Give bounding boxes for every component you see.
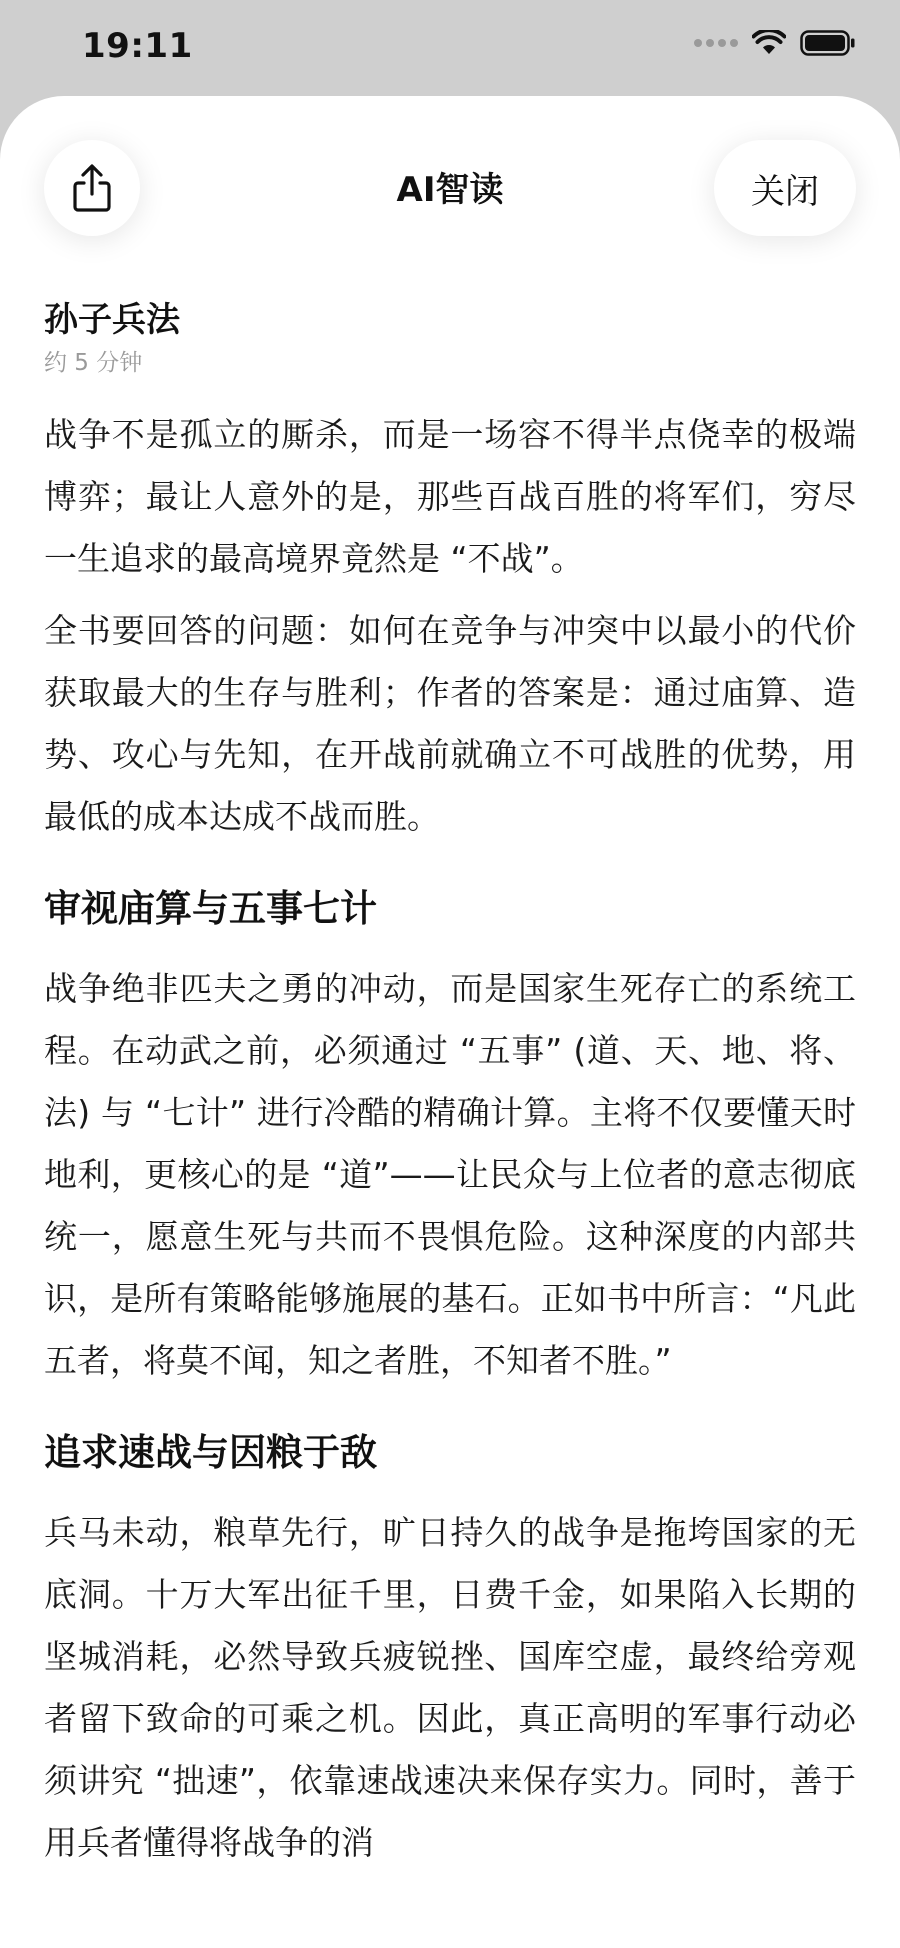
status-time: 19:11 xyxy=(82,26,193,66)
intro-paragraph: 战争不是孤立的厮杀，而是一场容不得半点侥幸的极端博弈；最让人意外的是，那些百战百胜的将军们，穷尽一生追求的最高境界竟然是 “不战”。 xyxy=(44,415,856,578)
status-bar xyxy=(0,0,900,96)
close-button[interactable]: 关闭 xyxy=(714,140,856,236)
intro-paragraph: 全书要回答的问题：如何在竞争与冲突中以最小的代价获取最大的生存与胜利；作者的答案是：通过庙算、造势、攻心与先知，在开战前就确立不可战胜的优势，用最低的成本达成不战而胜。 xyxy=(44,611,856,836)
read-time: 约 5 分钟 xyxy=(44,350,143,376)
cellular-signal-icon xyxy=(694,39,738,47)
section-paragraph: 战争绝非匹夫之勇的冲动，而是国家生死存亡的系统工程。在动武之前，必须通过 “五事” (道、天、地、将、法) 与 “七计” 进行冷酷的精确计算。主将不仅要懂天时地利，更核心的是 “道”——让民众与上位者的意志彻底统一，愿意生死与共而不畏惧危险。这种深度的内部共识，是所有策略能够施展的基石。正如书中所言：“凡此五者，将莫不闻，知之者胜，不知者不胜。” xyxy=(44,969,856,1380)
section-heading: 审视庙算与五事七计 xyxy=(44,887,377,930)
wifi-icon xyxy=(752,30,786,56)
section-paragraph: 兵马未动，粮草先行，旷日持久的战争是拖垮国家的无底洞。十万大军出征千里，日费千金，如果陷入长期的坚城消耗，必然导致兵疲锐挫、国库空虚，最终给旁观者留下致命的可乘之机。因此，真正高明的军事行动必须讲究 “拙速”，依靠速战速决来保存实力。同时，善于用兵者懂得将战争的消 xyxy=(44,1513,856,1862)
ai-reading-sheet xyxy=(0,96,900,1948)
battery-icon xyxy=(800,30,856,56)
section-heading: 追求速战与因粮于敌 xyxy=(44,1431,377,1474)
article-content xyxy=(44,296,856,1884)
status-indicators xyxy=(694,30,856,56)
nav-title: AI智读 xyxy=(396,170,504,210)
book-title: 孙子兵法 xyxy=(44,300,180,340)
